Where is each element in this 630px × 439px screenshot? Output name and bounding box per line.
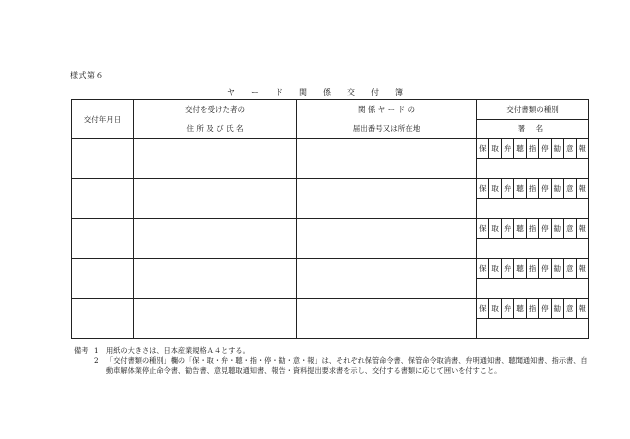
doc-kind-cell bbox=[477, 259, 589, 299]
doc-kind-option[interactable]: 指 bbox=[527, 179, 539, 198]
doc-kind-option[interactable]: 取 bbox=[489, 299, 501, 318]
yard-cell[interactable] bbox=[297, 139, 477, 179]
date-cell[interactable] bbox=[72, 139, 134, 179]
note-text: 「交付書類の種別」欄の「保・取・弁・聴・指・停・勧・意・報」は、それぞれ保管命令書、保管命令取消書、弁明通知書、聴聞通知書、指示書、自動車解体業停止命令書、勧告書、意見聴取通知書、報告・資料提出要求書を示し、交付する書類に応じて囲いを付すこと。 bbox=[106, 356, 588, 375]
yard-cell[interactable] bbox=[297, 219, 477, 259]
doc-kind-option[interactable]: 意 bbox=[564, 219, 576, 238]
date-cell[interactable] bbox=[72, 259, 134, 299]
title-char: ヤ bbox=[227, 88, 235, 97]
doc-kind-cell bbox=[477, 139, 589, 179]
doc-kind-options bbox=[477, 179, 588, 199]
doc-kind-option[interactable]: 勧 bbox=[552, 259, 564, 278]
header-yard-line1: 関 係 ヤ ー ド の bbox=[358, 104, 415, 114]
doc-kind-option[interactable]: 報 bbox=[578, 184, 586, 193]
title-char: 付 bbox=[371, 88, 379, 97]
doc-kind-option[interactable]: 意 bbox=[564, 299, 576, 318]
doc-kind-option[interactable]: 取 bbox=[489, 139, 501, 158]
recipient-cell[interactable] bbox=[134, 259, 297, 299]
header-signature: 署 名 bbox=[477, 119, 589, 139]
doc-kind-option[interactable]: 保 bbox=[477, 179, 489, 198]
doc-kind-option[interactable]: 停 bbox=[539, 179, 551, 198]
doc-kind-option[interactable]: 報 bbox=[578, 304, 586, 313]
title-char: ー bbox=[251, 88, 259, 97]
notes-heading: 備考 bbox=[74, 346, 89, 355]
header-yard-line2: 届出番号又は所在地 bbox=[352, 123, 421, 133]
recipient-cell[interactable] bbox=[134, 179, 297, 219]
table-row bbox=[72, 179, 589, 219]
doc-kind-option[interactable]: 取 bbox=[489, 179, 501, 198]
doc-kind-option[interactable]: 意 bbox=[564, 179, 576, 198]
doc-kind-option[interactable]: 聴 bbox=[514, 259, 526, 278]
page-title bbox=[0, 87, 630, 98]
note-text: 用紙の大きさは、日本産業規格Ａ４とする。 bbox=[106, 346, 250, 355]
doc-kind-options bbox=[477, 299, 588, 319]
register-table bbox=[71, 99, 589, 339]
doc-kind-option[interactable]: 弁 bbox=[502, 259, 514, 278]
yard-cell[interactable] bbox=[297, 179, 477, 219]
recipient-cell[interactable] bbox=[134, 219, 297, 259]
doc-kind-option[interactable]: 停 bbox=[539, 139, 551, 158]
doc-kind-option[interactable]: 保 bbox=[477, 219, 489, 238]
form-number: 様式第６ bbox=[70, 71, 104, 80]
doc-kind-option[interactable]: 意 bbox=[564, 259, 576, 278]
notes bbox=[74, 346, 588, 376]
doc-kind-option[interactable]: 指 bbox=[527, 139, 539, 158]
yard-cell[interactable] bbox=[297, 299, 477, 339]
doc-kind-option[interactable]: 聴 bbox=[514, 219, 526, 238]
doc-kind-option[interactable]: 報 bbox=[578, 144, 586, 153]
date-cell[interactable] bbox=[72, 299, 134, 339]
table-row bbox=[72, 299, 589, 339]
doc-kind-option[interactable]: 弁 bbox=[502, 299, 514, 318]
doc-kind-option[interactable]: 勧 bbox=[552, 299, 564, 318]
title-char: 係 bbox=[323, 88, 331, 97]
doc-kind-option[interactable]: 取 bbox=[489, 259, 501, 278]
doc-kind-option[interactable]: 弁 bbox=[502, 219, 514, 238]
header-recipient-line2: 住 所 及 び 氏 名 bbox=[186, 123, 244, 133]
header-recipient bbox=[134, 100, 297, 139]
note-number: 1 bbox=[94, 346, 99, 355]
title-char: ド bbox=[275, 88, 283, 97]
doc-kind-option[interactable]: 保 bbox=[477, 139, 489, 158]
doc-kind-option[interactable]: 停 bbox=[539, 219, 551, 238]
doc-kind-option[interactable]: 聴 bbox=[514, 179, 526, 198]
doc-kind-option[interactable]: 勧 bbox=[552, 139, 564, 158]
doc-kind-option[interactable]: 指 bbox=[527, 299, 539, 318]
table-row bbox=[72, 139, 589, 179]
doc-kind-option[interactable]: 保 bbox=[477, 259, 489, 278]
recipient-cell[interactable] bbox=[134, 139, 297, 179]
doc-kind-option[interactable]: 弁 bbox=[502, 179, 514, 198]
table-row bbox=[72, 259, 589, 299]
doc-kind-option[interactable]: 弁 bbox=[502, 139, 514, 158]
doc-kind-option[interactable]: 聴 bbox=[514, 139, 526, 158]
doc-kind-option[interactable]: 指 bbox=[527, 219, 539, 238]
doc-kind-option[interactable]: 勧 bbox=[552, 179, 564, 198]
date-cell[interactable] bbox=[72, 219, 134, 259]
doc-kind-option[interactable]: 保 bbox=[477, 299, 489, 318]
table-row bbox=[72, 219, 589, 259]
doc-kind-options bbox=[477, 259, 588, 279]
date-cell[interactable] bbox=[72, 179, 134, 219]
note-item bbox=[74, 356, 588, 376]
doc-kind-cell bbox=[477, 219, 589, 259]
title-char: 関 bbox=[299, 88, 307, 97]
doc-kind-option[interactable]: 報 bbox=[578, 264, 586, 273]
note-number: 2 bbox=[94, 356, 99, 365]
note-item bbox=[74, 346, 588, 356]
recipient-cell[interactable] bbox=[134, 299, 297, 339]
doc-kind-cell bbox=[477, 179, 589, 219]
title-char: 交 bbox=[347, 88, 355, 97]
header-recipient-line1: 交付を受けた者の bbox=[185, 104, 245, 114]
doc-kind-option[interactable]: 勧 bbox=[552, 219, 564, 238]
header-date: 交付年月日 bbox=[72, 100, 134, 139]
yard-cell[interactable] bbox=[297, 259, 477, 299]
doc-kind-option[interactable]: 停 bbox=[539, 259, 551, 278]
doc-kind-cell bbox=[477, 299, 589, 339]
header-yard bbox=[297, 100, 477, 139]
doc-kind-option[interactable]: 停 bbox=[539, 299, 551, 318]
doc-kind-option[interactable]: 意 bbox=[564, 139, 576, 158]
doc-kind-options bbox=[477, 139, 588, 159]
doc-kind-option[interactable]: 報 bbox=[578, 224, 586, 233]
doc-kind-option[interactable]: 指 bbox=[527, 259, 539, 278]
header-doc-kind: 交付書類の種別 bbox=[477, 100, 589, 120]
doc-kind-option[interactable]: 聴 bbox=[514, 299, 526, 318]
doc-kind-option[interactable]: 取 bbox=[489, 219, 501, 238]
title-char: 簿 bbox=[395, 88, 403, 97]
doc-kind-options bbox=[477, 219, 588, 239]
